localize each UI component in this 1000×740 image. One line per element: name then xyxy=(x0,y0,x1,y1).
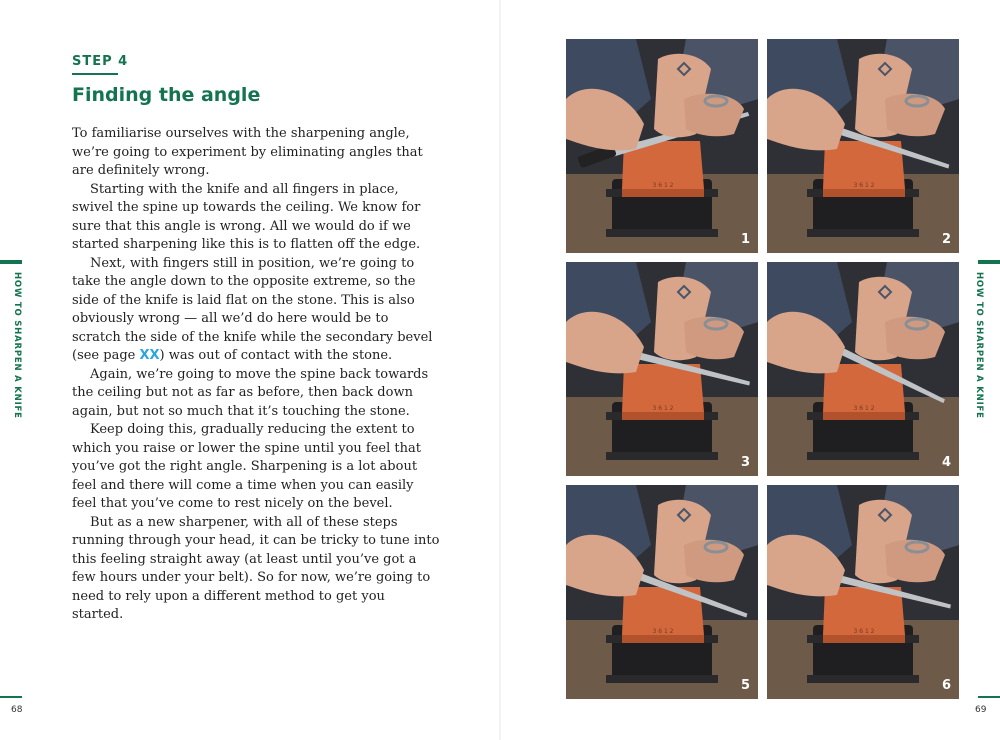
paragraph-4: Again, we’re going to move the spine back towards the ceiling but not as far as before, then back down again, but not so much that it’s touching the stone. xyxy=(72,366,429,419)
photo-step-3 xyxy=(566,262,758,476)
svg-text:3 6 1 2: 3 6 1 2 xyxy=(853,628,875,635)
footer-rule-left xyxy=(0,696,22,698)
paragraph-3-text-a: Next, with fingers still in position, we’re going to take the angle down to the opposite extreme, so the side of the knife is laid flat on the stone. This is also obviously wrong — all we’d do here would be to scratch the side of the knife while the secondary bevel (see page xyxy=(72,255,433,363)
svg-text:3 6 1 2: 3 6 1 2 xyxy=(652,405,674,412)
svg-text:3 6 1 2: 3 6 1 2 xyxy=(853,405,875,412)
footer-rule-right xyxy=(978,696,1000,698)
page-number-left: 68 xyxy=(11,705,23,715)
photo-step-4 xyxy=(767,262,959,476)
photo-number-3: 3 xyxy=(740,455,750,470)
section-tab-marker-left xyxy=(0,260,22,264)
step-label: STEP 4 xyxy=(72,54,129,69)
paragraph-2: Starting with the knife and all fingers in place, swivel the spine up towards the ceiling. We know for sure that this angle is wrong. All we would do if we started sharpening like this is to flatten off the edge. xyxy=(72,181,421,252)
step-underline xyxy=(72,73,118,75)
photo-number-1: 1 xyxy=(740,232,750,247)
photo-number-4: 4 xyxy=(941,455,951,470)
photo-number-5: 5 xyxy=(740,678,750,693)
page-title: Finding the angle xyxy=(72,84,261,106)
photo-step-1 xyxy=(566,39,758,253)
section-tab-marker-right xyxy=(978,260,1000,264)
photo-step-6 xyxy=(767,485,959,699)
paragraph-3 xyxy=(72,255,440,366)
svg-text:3 6 1 2: 3 6 1 2 xyxy=(652,628,674,635)
photo-step-2 xyxy=(767,39,959,253)
svg-text:3 6 1 2: 3 6 1 2 xyxy=(853,182,875,189)
photo-step-5 xyxy=(566,485,758,699)
svg-text:3 6 1 2: 3 6 1 2 xyxy=(652,182,674,189)
section-tab-text-left: HOW TO SHARPEN A KNIFE xyxy=(12,272,22,419)
paragraph-1: To familiarise ourselves with the sharpening angle, we’re going to experiment by eliminating angles that are definitely wrong. xyxy=(72,126,423,178)
page-number-right: 69 xyxy=(975,705,987,715)
paragraph-3-text-b: ) was out of contact with the stone. xyxy=(159,348,393,363)
paragraph-6: But as a new sharpener, with all of these steps running through your head, it can be tricky to tune into this feeling straight away (at least until you’ve got a few hours under your belt). So for now, we’re going to need to rely upon a different method to get you started. xyxy=(72,514,440,622)
photo-number-6: 6 xyxy=(941,678,951,693)
photo-number-2: 2 xyxy=(941,232,951,247)
page-reference-link[interactable]: XX xyxy=(139,348,160,363)
body-text xyxy=(72,125,440,625)
section-tab-text-right: HOW TO SHARPEN A KNIFE xyxy=(974,272,984,419)
paragraph-5: Keep doing this, gradually reducing the extent to which you raise or lower the spine until you feel that you’ve got the right angle. Sharpening is a lot about feel and there will come a time when you can easily feel that you’ve come to rest nicely on the bevel. xyxy=(72,422,421,511)
page-gutter xyxy=(499,0,501,740)
